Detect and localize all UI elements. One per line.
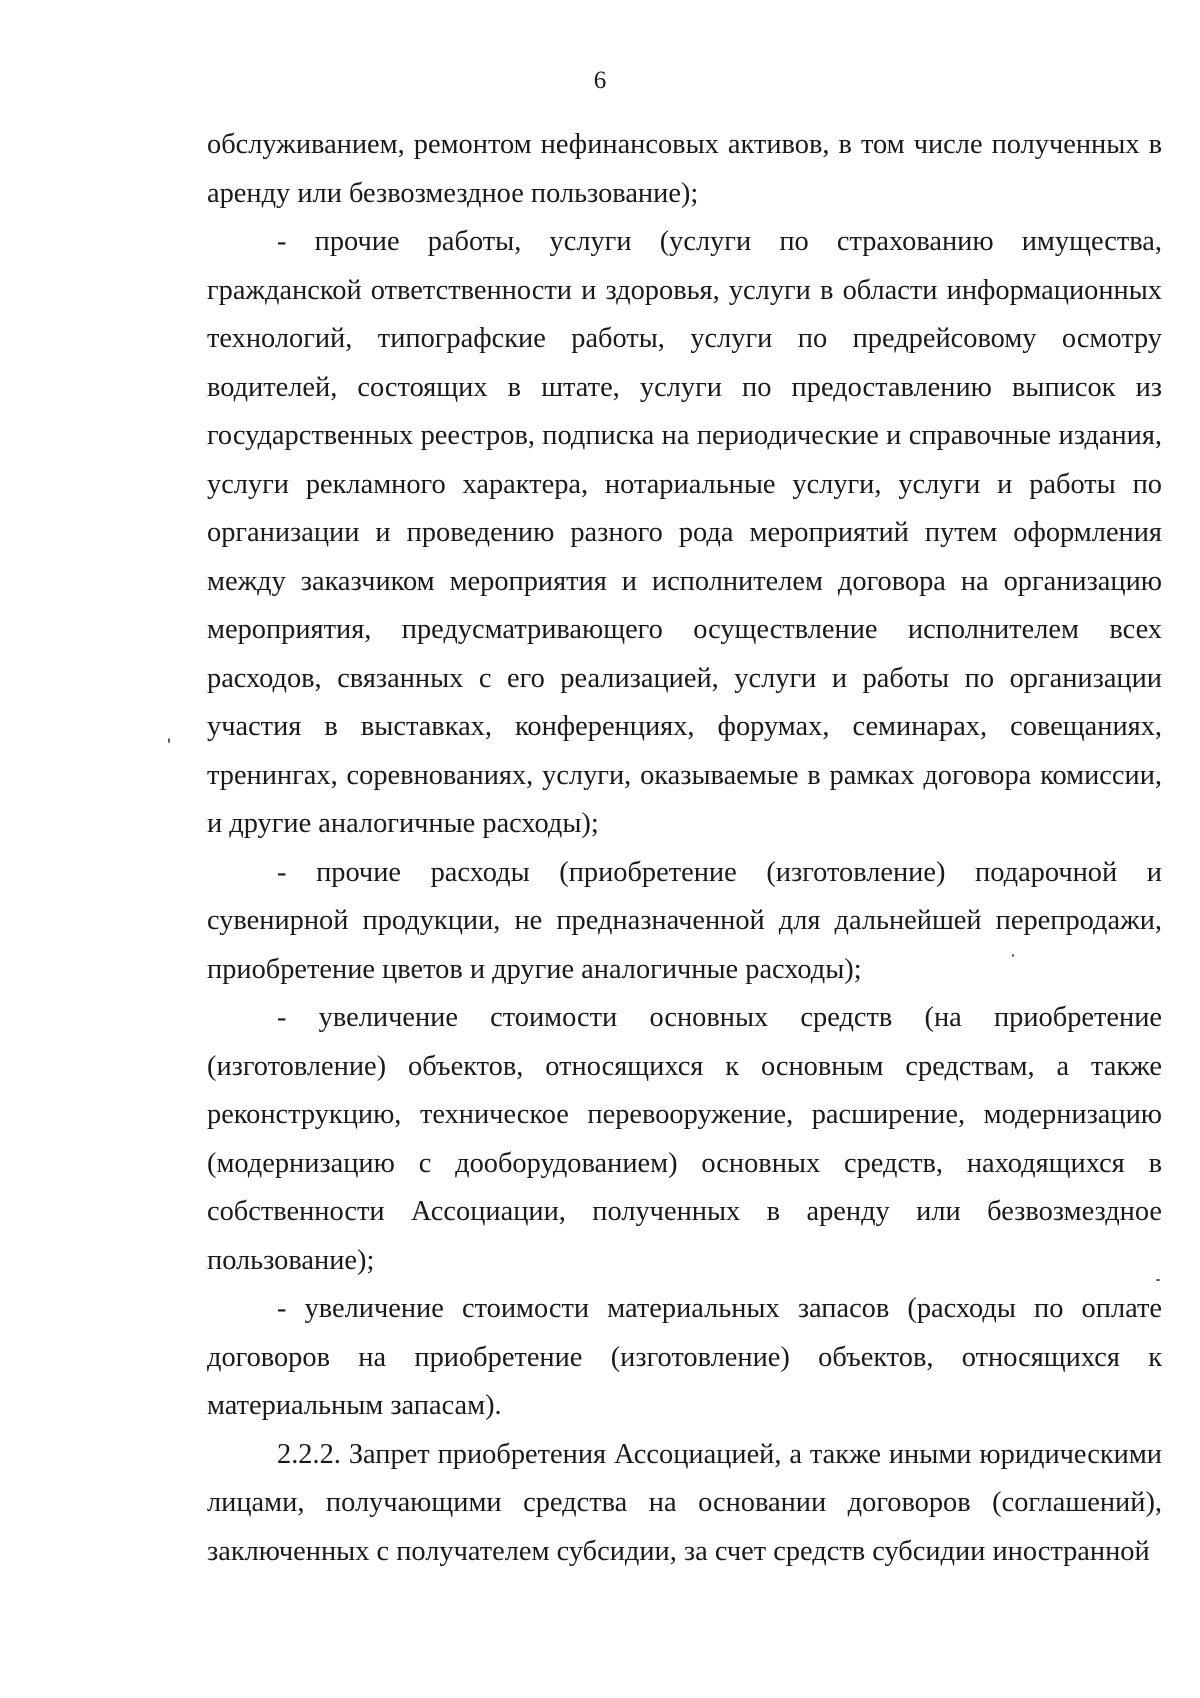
scan-speck xyxy=(168,738,170,743)
document-body xyxy=(207,121,1162,1576)
scan-speck xyxy=(1012,954,1014,957)
page-number: 6 xyxy=(593,67,607,94)
paragraph-other-services: - прочие работы, услуги (услуги по страхованию имущества, гражданской ответственности и здоровья, услуги в области информационных технологий, типографские работы, услуги по предрейсовому осмотру водителей, состоящих в штате, услуги по предоставлению выписок из государственных реестров, подписка на периодические и справочные издания, услуги рекламного характера, нотариальные услуги, услуги и работы по организации и проведению разного рода мероприятий путем оформления между заказчиком мероприятия и исполнителем договора на организацию мероприятия, предусматривающего осуществление исполнителем всех расходов, связанных с его реализацией, услуги и работы по организации участия в выставках, конференциях, форумах, семинарах, совещаниях, тренингах, соревнованиях, услуги, оказываемые в рамках договора комиссии, и другие аналогичные расходы); xyxy=(207,226,1162,839)
paragraph-continuation: обслуживанием, ремонтом нефинансовых активов, в том числе полученных в аренду или безвозмездное пользование); xyxy=(207,129,1162,209)
paragraph-fixed-assets: - увеличение стоимости основных средств (на приобретение (изготовление) объектов, относящихся к основным средствам, а также реконструкцию, техническое перевооружение, расширение, модернизацию (модернизацию с дооборудованием) основных средств, находящихся в собственности Ассоциации, полученных в аренду или безвозмездное пользование); xyxy=(207,1002,1162,1276)
paragraph-section-2-2-2: 2.2.2. Запрет приобретения Ассоциацией, а также иными юридическими лицами, получающими средства на основании договоров (соглашений), заключенных с получателем субсидии, за счет средств субсидии иностранной xyxy=(207,1438,1162,1567)
paragraph-other-expenses: - прочие расходы (приобретение (изготовление) подарочной и сувенирной продукции, не предназначенной для дальнейшей перепродажи, приобретение цветов и другие аналогичные расходы); xyxy=(207,856,1162,985)
paragraph-material-stocks: - увеличение стоимости материальных запасов (расходы по оплате договоров на приобретение (изготовление) объектов, относящихся к материальным запасам). xyxy=(207,1293,1162,1421)
scan-speck xyxy=(1156,1279,1160,1281)
